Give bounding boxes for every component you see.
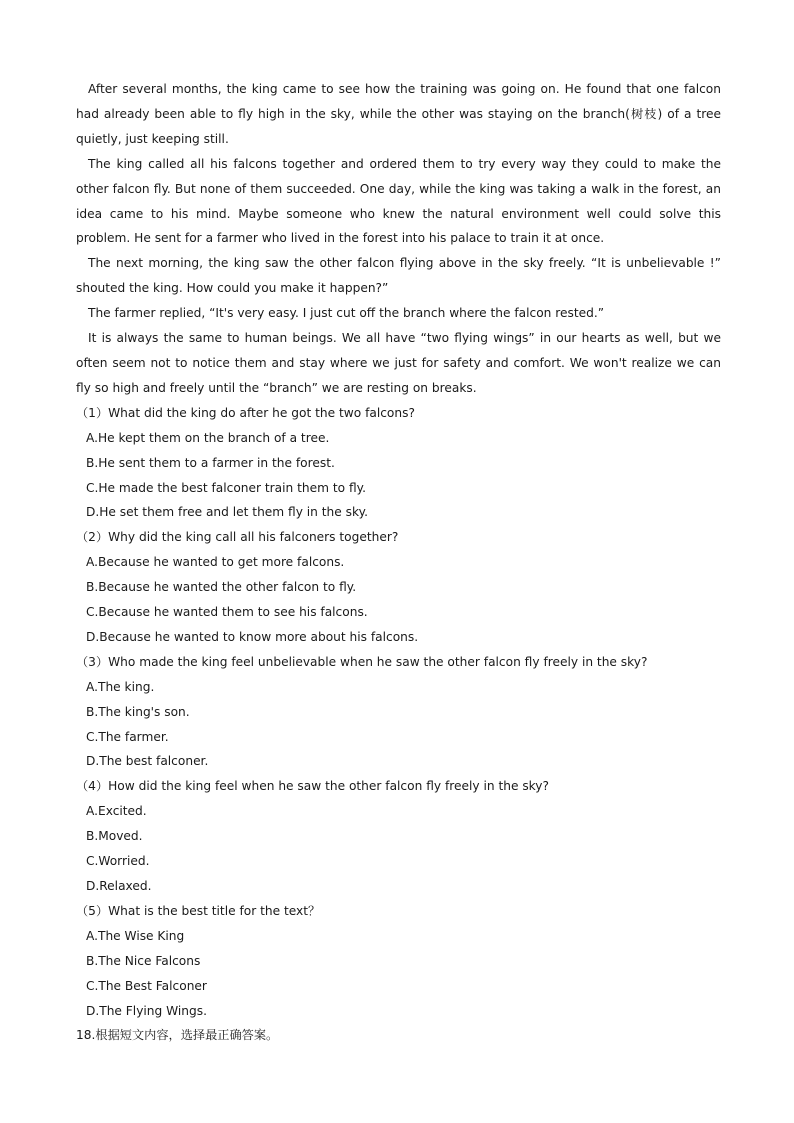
reading-passage <box>76 77 721 401</box>
answer-option-d: D.The best falconer. <box>86 754 209 769</box>
passage-paragraph-5: It is always the same to human beings. We all have “two flying wings” in our hearts as well, but we often seem not to notice them and stay where we just for safety and comfort. We won't realize we can fly so high and freely until the “branch” we are resting on breaks. <box>76 331 721 395</box>
question-5 <box>76 899 721 1024</box>
answer-option-b: B.The Nice Falcons <box>86 953 201 968</box>
answer-option-c: C.He made the best falconer train them to fly. <box>86 480 367 495</box>
next-question-instruction: 18.根据短文内容，选择最正确答案。 <box>76 1028 279 1043</box>
question-stem: （5）What is the best title for the text？ <box>76 903 321 918</box>
answer-option-b: B.Because he wanted the other falcon to fly. <box>86 580 357 595</box>
question-1 <box>76 401 721 526</box>
answer-option-b: B.The king's son. <box>86 704 190 719</box>
passage-paragraph-4: The farmer replied, “It's very easy. I just cut off the branch where the falcon rested.” <box>88 306 605 321</box>
answer-option-c: C.The farmer. <box>86 729 169 744</box>
question-stem: （2）Why did the king call all his falconers together? <box>76 530 399 545</box>
question-2 <box>76 525 721 650</box>
answer-option-a: A.The Wise King <box>86 928 185 943</box>
answer-option-c: C.The Best Falconer <box>86 978 207 993</box>
answer-option-d: D.The Flying Wings. <box>86 1003 207 1018</box>
document-page <box>76 77 721 1048</box>
answer-option-a: A.Because he wanted to get more falcons. <box>86 555 345 570</box>
question-3 <box>76 650 721 775</box>
question-stem: （3）Who made the king feel unbelievable when he saw the other falcon fly freely in the sky? <box>76 654 648 669</box>
answer-option-a: A.He kept them on the branch of a tree. <box>86 430 330 445</box>
passage-paragraph-3: The next morning, the king saw the other falcon flying above in the sky freely. “It is unbelievable !” shouted the king. How could you make it happen?” <box>76 256 721 296</box>
answer-option-d: D.Because he wanted to know more about his falcons. <box>86 629 419 644</box>
question-4 <box>76 774 721 899</box>
passage-paragraph-2: The king called all his falcons together and ordered them to try every way they could to make the other falcon fly. But none of them succeeded. One day, while the king was taking a walk in the forest, an idea came to his mind. Maybe someone who knew the natural environment well could solve this problem. He sent for a farmer who lived in the forest into his palace to train it at once. <box>76 156 721 246</box>
answer-option-c: C.Worried. <box>86 854 150 869</box>
passage-paragraph-1: After several months, the king came to see how the training was going on. He found that one falcon had already been able to fly high in the sky, while the other was staying on the branch(树枝) of a tree quietly, just keeping still. <box>76 82 721 146</box>
answer-option-b: B.He sent them to a farmer in the forest. <box>86 455 335 470</box>
answer-option-c: C.Because he wanted them to see his falcons. <box>86 605 368 620</box>
answer-option-a: A.The king. <box>86 679 155 694</box>
answer-option-d: D.He set them free and let them fly in the sky. <box>86 505 368 520</box>
answer-option-b: B.Moved. <box>86 829 143 844</box>
question-list <box>76 401 721 1024</box>
answer-option-a: A.Excited. <box>86 804 147 819</box>
question-stem: （4）How did the king feel when he saw the other falcon fly freely in the sky? <box>76 779 549 794</box>
question-stem: （1）What did the king do after he got the two falcons? <box>76 405 415 420</box>
answer-option-d: D.Relaxed. <box>86 879 152 893</box>
